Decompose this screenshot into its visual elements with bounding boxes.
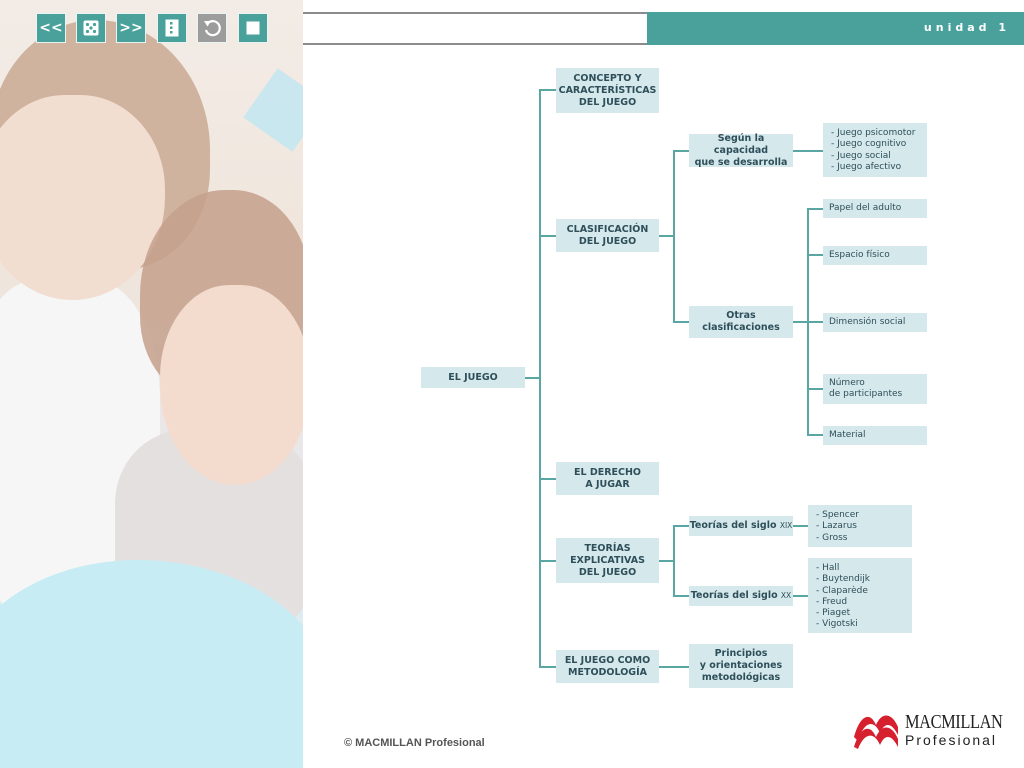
node-teorias-xix-items: - Spencer - Lazarus - Gross xyxy=(808,505,912,547)
node-otras-item: Número de participantes xyxy=(823,374,927,404)
connector xyxy=(539,235,556,237)
teorias-xix-label: Teorías del siglo xyxy=(689,520,777,531)
connector xyxy=(807,388,823,390)
connector xyxy=(539,560,556,562)
node-otras-item: Material xyxy=(823,426,927,445)
connector xyxy=(539,89,541,667)
node-otras-item: Espacio físico xyxy=(823,246,927,265)
connector xyxy=(673,595,689,597)
node-concepto: CONCEPTO Y CARACTERÍSTICAS DEL JUEGO xyxy=(556,68,659,113)
connector xyxy=(673,525,689,527)
node-teorias-xx-items: - Hall - Buytendijk - Claparède - Freud - Piaget - Vigotski xyxy=(808,558,912,633)
connector xyxy=(539,89,556,91)
node-derecho: EL DERECHO A JUGAR xyxy=(556,462,659,495)
node-otras-item: Papel del adulto xyxy=(823,199,927,218)
connector xyxy=(793,150,823,152)
connector xyxy=(793,525,808,527)
teorias-xx-roman: XX xyxy=(780,591,792,600)
node-teorias-xix xyxy=(689,516,793,536)
node-metodologia: EL JUEGO COMO METODOLOGÍA xyxy=(556,650,659,683)
logo-name: MACMILLAN xyxy=(905,711,1003,733)
connector xyxy=(673,150,675,323)
macmillan-logo-mark xyxy=(852,707,900,749)
connector xyxy=(673,150,689,152)
node-capacidad-items: - Juego psicomotor - Juego cognitivo - Juego social - Juego afectivo xyxy=(823,123,927,177)
node-el-juego: EL JUEGO xyxy=(421,367,525,388)
connector xyxy=(807,208,823,210)
node-principios: Principios y orientaciones metodológicas xyxy=(689,644,793,688)
node-otras: Otras clasificaciones xyxy=(689,306,793,338)
unit-label: unidad 1 xyxy=(923,21,1010,34)
node-teorias-xx xyxy=(689,586,793,606)
node-capacidad: Según la capacidad que se desarrolla xyxy=(689,134,793,167)
copyright-text: © MACMILLAN Profesional xyxy=(344,737,485,749)
node-teorias: TEORÍAS EXPLICATIVAS DEL JUEGO xyxy=(556,538,659,583)
prev-button[interactable]: << xyxy=(36,13,66,43)
next-button[interactable]: >> xyxy=(116,13,146,43)
connector xyxy=(539,478,556,480)
connector xyxy=(659,666,689,668)
node-clasificacion: CLASIFICACIÓN DEL JUEGO xyxy=(556,219,659,252)
node-otras-item: Dimensión social xyxy=(823,313,927,332)
connector xyxy=(539,666,556,668)
teorias-xix-roman: XIX xyxy=(779,521,793,530)
connector xyxy=(807,321,823,323)
connector xyxy=(807,434,823,436)
connector xyxy=(673,321,689,323)
connector xyxy=(793,595,808,597)
macmillan-logo xyxy=(852,705,1012,753)
connector xyxy=(807,254,823,256)
connector xyxy=(673,525,675,597)
teorias-xx-label: Teorías del siglo xyxy=(690,590,778,601)
logo-sub: Profesional xyxy=(905,732,998,748)
